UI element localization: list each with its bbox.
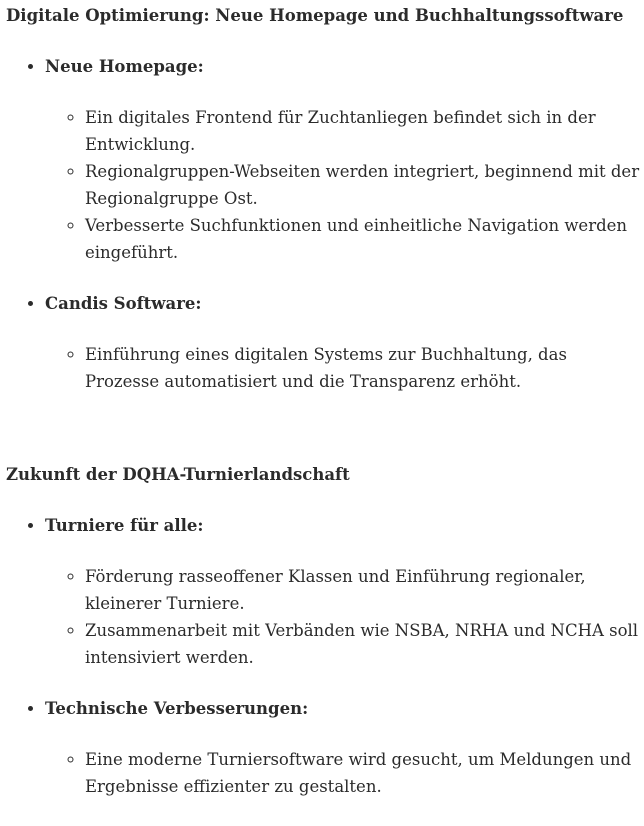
topic-item-tournaments xyxy=(45,512,644,671)
detail-item: ◦ Eine moderne Turniersoftware wird gesucht, um Meldungen und Ergebnisse effizienter zu gestalten. xyxy=(85,746,644,800)
detail-item: ◦ Zusammenarbeit mit Verbänden wie NSBA, NRHA und NCHA soll intensiviert werden. xyxy=(85,617,644,671)
detail-list xyxy=(45,563,644,671)
topic-heading: Technische Verbesserungen: xyxy=(45,699,309,718)
detail-item: ◦ Verbesserte Suchfunktionen und einheitliche Navigation werden eingeführt. xyxy=(85,212,644,266)
detail-list xyxy=(45,104,644,266)
section-tournament-future xyxy=(6,461,644,800)
section-title: Zukunft der DQHA-Turnierlandschaft xyxy=(6,465,350,484)
detail-item: ◦ Regionalgruppen-Webseiten werden integriert, beginnend mit der Regionalgruppe Ost. xyxy=(85,158,644,212)
detail-item: ◦ Einführung eines digitalen Systems zur Buchhaltung, das Prozesse automatisiert und die Transparenz erhöht. xyxy=(85,341,644,395)
topic-item-technical xyxy=(45,695,644,800)
topic-heading: Turniere für alle: xyxy=(45,516,204,535)
topic-item-candis xyxy=(45,290,644,395)
topic-list xyxy=(6,53,644,395)
detail-list xyxy=(45,341,644,395)
topic-heading: Candis Software: xyxy=(45,294,202,313)
detail-item: ◦ Ein digitales Frontend für Zuchtanliegen befindet sich in der Entwicklung. xyxy=(85,104,644,158)
topic-heading: Neue Homepage: xyxy=(45,57,204,76)
topic-list xyxy=(6,512,644,800)
section-digital-optimization xyxy=(6,2,644,395)
topic-item-homepage xyxy=(45,53,644,266)
detail-list xyxy=(45,746,644,800)
section-title: Digitale Optimierung: Neue Homepage und Buchhaltungssoftware xyxy=(6,6,624,25)
detail-item: ◦ Förderung rasseoffener Klassen und Einführung regionaler, kleinerer Turniere. xyxy=(85,563,644,617)
